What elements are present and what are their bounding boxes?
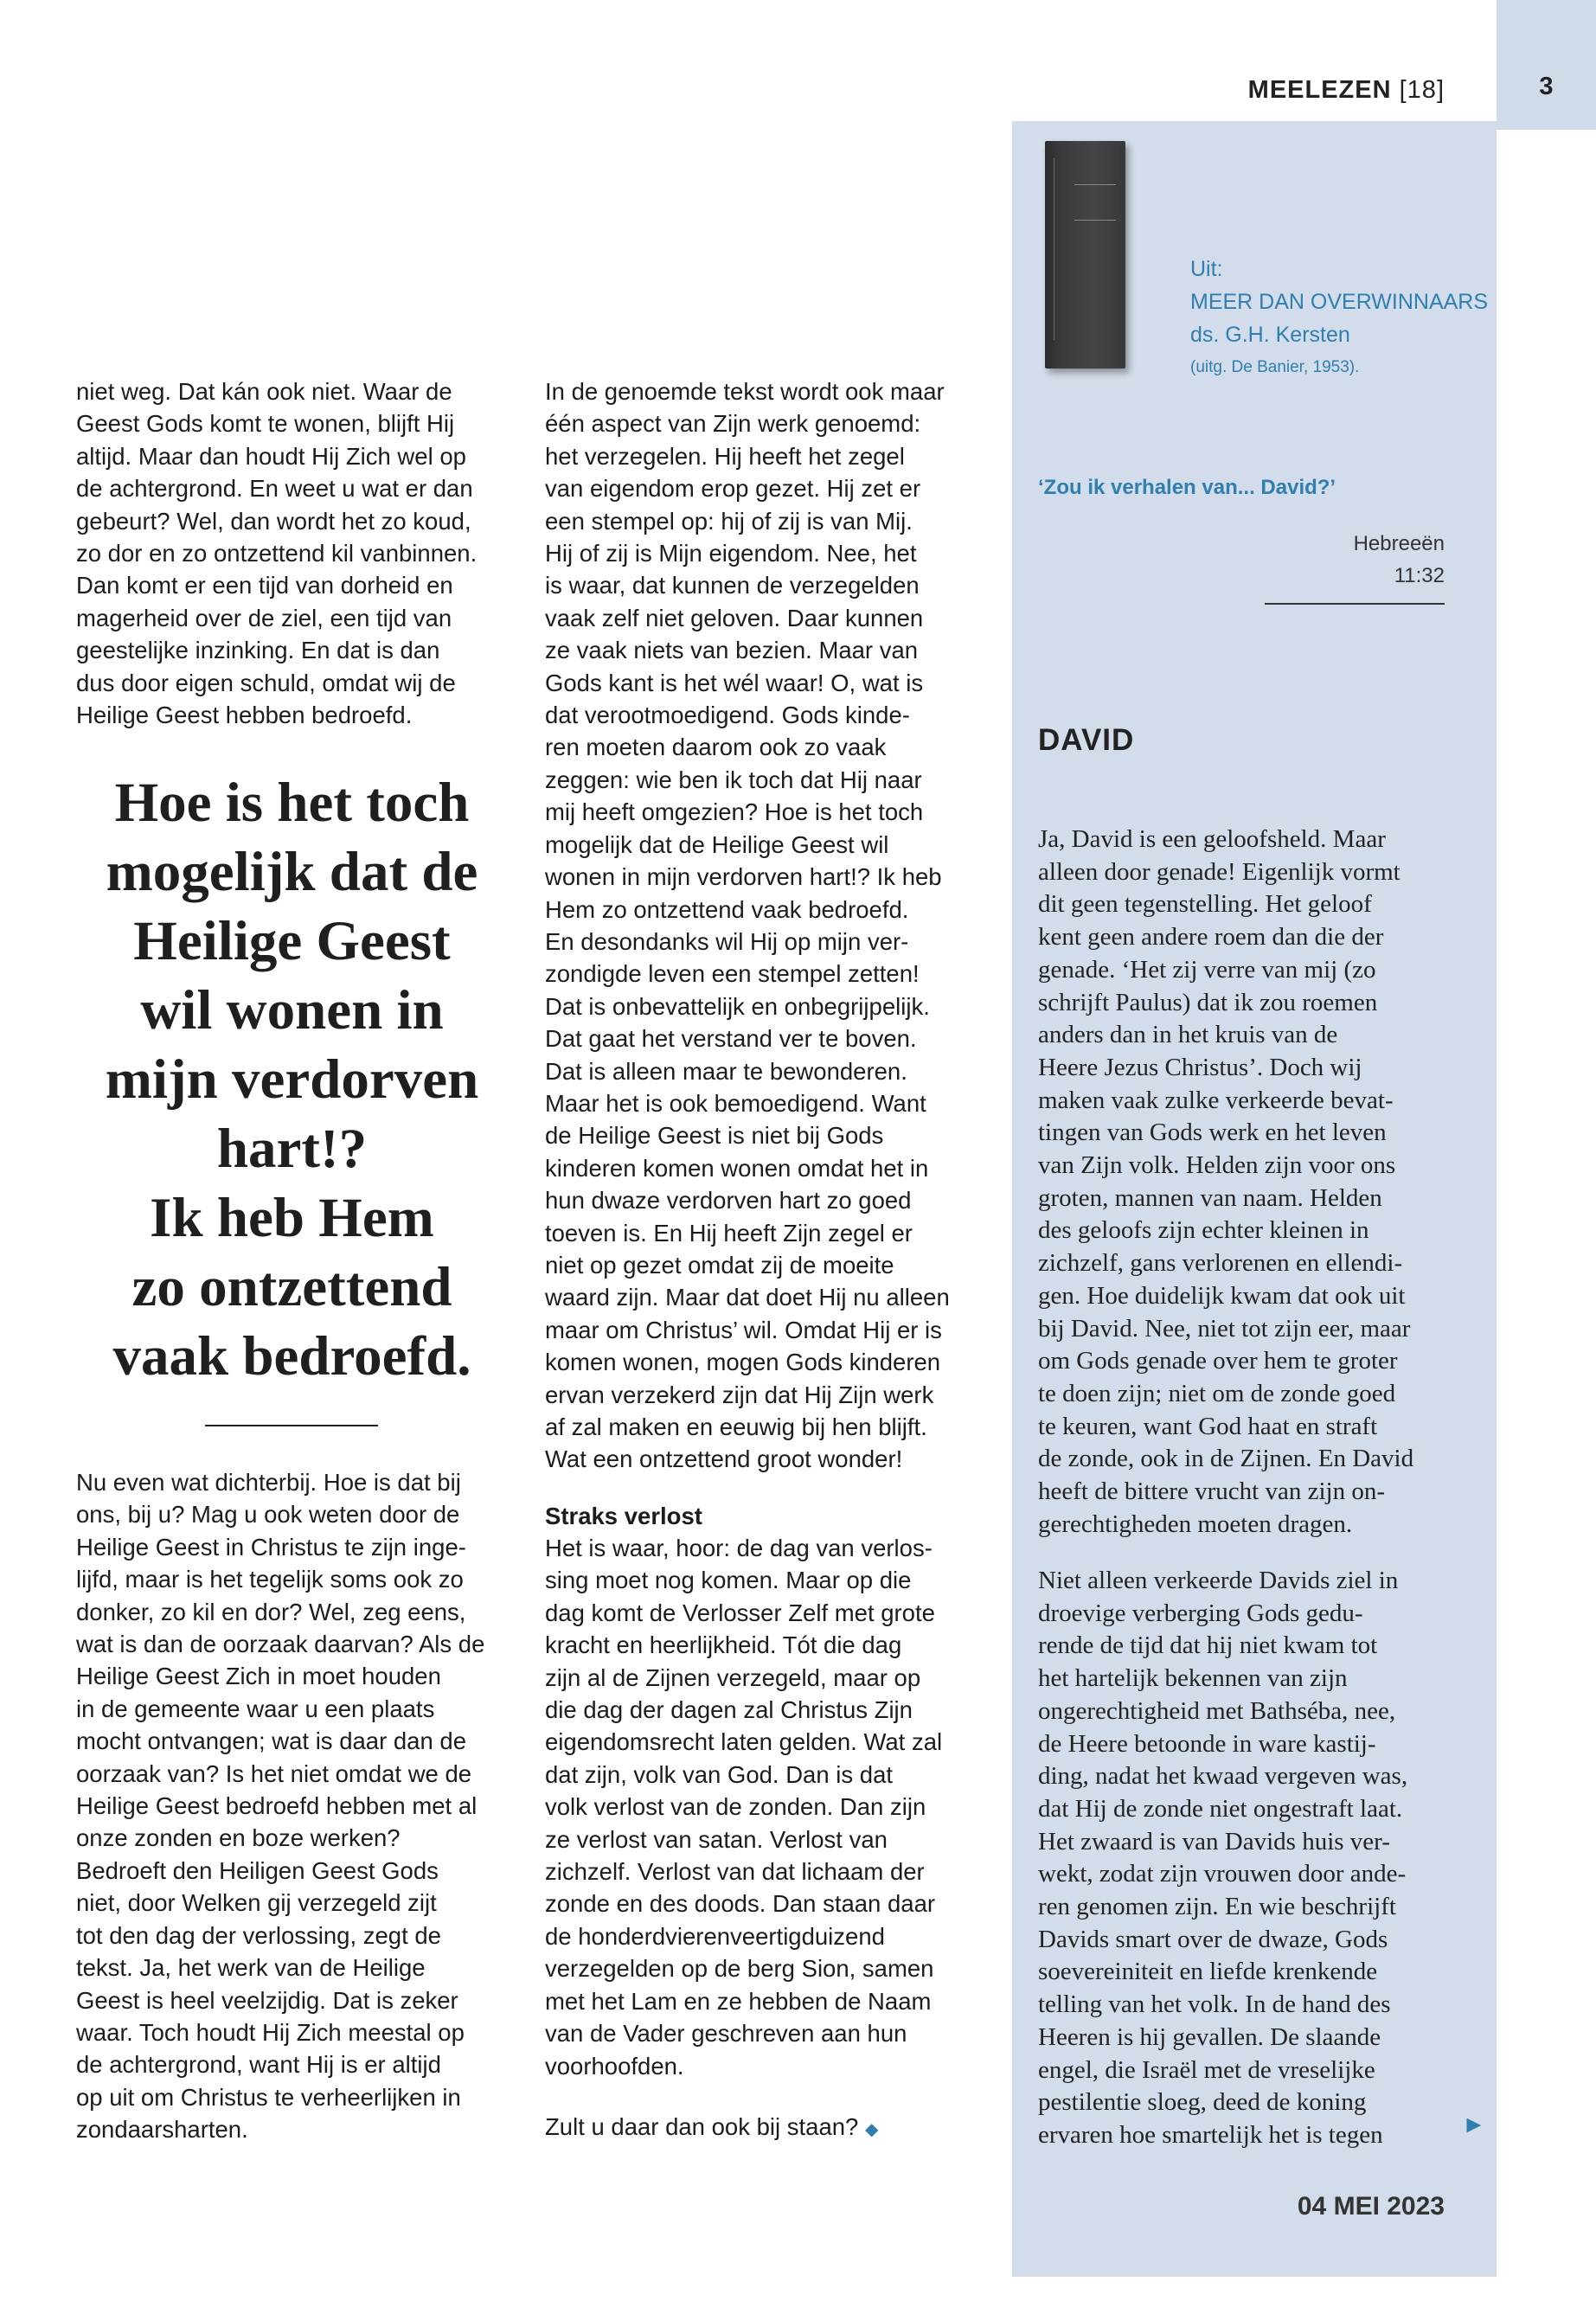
- sidebar-text-line: telling van het volk. In de hand des: [1038, 1990, 1391, 2019]
- text-line: verzegelden op de berg Sion, samen: [545, 1955, 934, 1983]
- text-line: niet op gezet omdat zij de moeite: [545, 1251, 894, 1279]
- text-line: zeggen: wie ben ik toch dat Hij naar: [545, 766, 922, 793]
- text-line: niet weg. Dat kán ook niet. Waar de: [76, 378, 452, 405]
- text-line: Dat is alleen maar te bewonderen.: [545, 1057, 907, 1085]
- text-line: een stempel op: hij of zij is van Mij.: [545, 507, 913, 535]
- text-line: wat is dan de oorzaak daarvan? Als de: [76, 1631, 485, 1658]
- sidebar-text-line: ding, nadat het kwaad vergeven was,: [1038, 1762, 1408, 1791]
- sidebar-text-line: gen. Hoe duidelijk kwam dat ook uit: [1038, 1281, 1406, 1310]
- text-line: volk verlost van de zonden. Dan zijn: [545, 1793, 926, 1821]
- closing-text: Zult u daar dan ook bij staan?: [545, 2113, 859, 2140]
- text-line: geestelijke inzinking. En dat is dan: [76, 637, 440, 664]
- text-line: kracht en heerlijkheid. Tót die dag: [545, 1631, 902, 1659]
- text-line: niet, door Welken gij verzegeld zijt: [76, 1889, 437, 1917]
- reference-divider: [1265, 603, 1445, 605]
- sidebar-text-line: de zonde, ook in de Zijnen. En David: [1038, 1445, 1414, 1473]
- sidebar-text-line: alleen door genade! Eigenlijk vormt: [1038, 857, 1401, 886]
- text-line: ze vaak niets van bezien. Maar van: [545, 637, 919, 664]
- pull-quote-line: Heilige Geest: [133, 910, 451, 972]
- end-mark-icon: ◆: [864, 2120, 879, 2139]
- text-line: onze zonden en boze werken?: [76, 1824, 401, 1852]
- sidebar-text-line: ongerechtigheid met Bathséba, nee,: [1038, 1696, 1396, 1725]
- text-line: voorhoofden.: [545, 2052, 684, 2080]
- source-label: Uit:: [1190, 257, 1223, 281]
- text-line: de achtergrond, want Hij is er altijd: [76, 2051, 441, 2079]
- text-line: En desondanks wil Hij op mijn ver-: [545, 927, 909, 955]
- column-1-top-text: [76, 375, 526, 731]
- sidebar-text-line: wekt, zodat zijn vrouwen door ande-: [1038, 1860, 1407, 1888]
- text-line: dag komt de Verlosser Zelf met grote: [545, 1599, 935, 1626]
- text-line: vaak zelf niet geloven. Daar kunnen: [545, 604, 924, 631]
- text-line: dus door eigen schuld, omdat wij de: [76, 669, 456, 696]
- sidebar-text-line: rende de tijd dat hij niet kwam tot: [1038, 1631, 1378, 1660]
- sidebar-section-title: DAVID: [1038, 723, 1135, 757]
- sidebar-text-line: Niet alleen verkeerde Davids ziel in: [1038, 1567, 1399, 1594]
- issue-date: 04 MEI 2023: [1297, 2192, 1445, 2221]
- sidebar-text-line: Heeren is hij gevallen. De slaande: [1038, 2022, 1381, 2051]
- text-line: af zal maken en eeuwig bij hen blijft.: [545, 1413, 927, 1440]
- sidebar-text-line: pestilentie sloeg, deed de koning: [1038, 2088, 1367, 2117]
- text-line: met het Lam en ze hebben de Naam: [545, 1987, 932, 2015]
- text-line: toeven is. En Hij heeft Zijn zegel er: [545, 1219, 913, 1247]
- section-name: MEELEZEN: [1247, 76, 1392, 104]
- text-line: zonde en des doods. Dan staan daar: [545, 1890, 936, 1918]
- text-line: Hem zo ontzettend vaak bedroefd.: [545, 895, 909, 923]
- text-line: oorzaak van? Is het niet omdat we de: [76, 1759, 472, 1787]
- text-line: van eigendom erop gezet. Hij zet er: [545, 475, 921, 503]
- text-line: Geest is heel veelzijdig. Dat is zeker: [76, 1986, 458, 2014]
- sidebar-text-line: zichzelf, gans verlorenen en ellendi-: [1038, 1249, 1403, 1278]
- text-line: het verzegelen. Hij heeft het zegel: [545, 442, 905, 470]
- pull-quote-line: Hoe is het toch: [114, 772, 470, 834]
- book-title: MEER DAN OVERWINNAARS: [1190, 290, 1489, 314]
- pull-quote-line: mogelijk dat de: [106, 841, 478, 903]
- reference-verse: 11:32: [1394, 564, 1445, 587]
- pull-quote: [69, 768, 515, 1391]
- book-spine: [1054, 158, 1063, 340]
- text-line: altijd. Maar dan houdt Hij Zich wel op: [76, 442, 466, 470]
- pull-quote-line: hart!?: [216, 1118, 368, 1180]
- sidebar-text-line: des geloofs zijn echter kleinen in: [1038, 1216, 1369, 1245]
- text-line: Dan komt er een tijd van dorheid en: [76, 572, 453, 599]
- pull-quote-line: wil wonen in: [140, 979, 444, 1042]
- text-line: Bedroeft den Heiligen Geest Gods: [76, 1856, 439, 1884]
- text-line: Gods kant is het wél waar! O, wat is: [545, 669, 924, 696]
- sidebar-text-line: soevereiniteit en liefde krenkende: [1038, 1958, 1378, 1986]
- text-line: dat zijn, volk van God. Dan is dat: [545, 1760, 894, 1788]
- sidebar-text-line: genade. ‘Het zij verre van mij (zo: [1038, 955, 1376, 984]
- text-line: waar. Toch houdt Hij Zich meestal op: [76, 2018, 465, 2046]
- pull-quote-line: mijn verdorven: [105, 1048, 479, 1111]
- text-line: Heilige Geest hebben bedroefd.: [76, 702, 413, 729]
- sidebar-text-line: dit geen tegenstelling. Het geloof: [1038, 890, 1372, 919]
- sidebar-text-line: om Gods genade over hem te groter: [1038, 1347, 1398, 1375]
- text-line: eigendomsrecht laten gelden. Wat zal: [545, 1728, 943, 1756]
- text-line: Dat is onbevattelijk en onbegrijpelijk.: [545, 992, 930, 1020]
- book-cover-title-lines: [1074, 184, 1116, 221]
- text-line: Hij of zij is Mijn eigendom. Nee, het: [545, 540, 917, 567]
- source-info: [1190, 253, 1488, 384]
- text-line: waard zijn. Maar dat doet Hij nu alleen: [545, 1284, 950, 1311]
- sidebar-text-line: tingen van Gods werk en het leven: [1038, 1118, 1387, 1147]
- text-line: In de genoemde tekst wordt ook maar: [545, 378, 945, 405]
- text-line: wonen in mijn verdorven hart!? Ik heb: [545, 863, 942, 891]
- sidebar-text-line: te keuren, want God haat en straft: [1038, 1412, 1378, 1440]
- column-1-bottom-text: [76, 1466, 526, 2146]
- sidebar-text-line: Het zwaard is van Davids huis ver-: [1038, 1827, 1390, 1856]
- sidebar-text-line: maken vaak zulke verkeerde bevat-: [1038, 1086, 1394, 1114]
- sidebar-text-line: Davids smart over de dwaze, Gods: [1038, 1925, 1388, 1953]
- sidebar-text-line: anders dan in het kruis van de: [1038, 1021, 1338, 1049]
- text-line: zondaarsharten.: [76, 2116, 248, 2144]
- book-publisher: (uitg. De Banier, 1953).: [1190, 358, 1360, 376]
- text-line: de honderdvierenveertigduizend: [545, 1922, 885, 1950]
- sidebar-text-line: heeft de bittere vrucht van zijn on-: [1038, 1477, 1386, 1506]
- text-line: Dat gaat het verstand ver te boven.: [545, 1025, 917, 1053]
- text-line: Maar het is ook bemoedigend. Want: [545, 1089, 926, 1117]
- issue-number: [18]: [1399, 76, 1445, 104]
- sidebar-paragraph-2: [1038, 1565, 1453, 2152]
- sidebar-text-line: van Zijn volk. Helden zijn voor ons: [1038, 1151, 1396, 1180]
- text-line: maar om Christus’ wil. Omdat Hij er is: [545, 1316, 942, 1343]
- text-line: de Heilige Geest is niet bij Gods: [545, 1122, 884, 1150]
- sidebar-text-line: gerechtigheden moeten dragen.: [1038, 1509, 1353, 1538]
- text-line: hun dwaze verdorven hart zo goed: [545, 1187, 912, 1215]
- sidebar-text-line: Heere Jezus Christus’. Doch wij: [1038, 1053, 1362, 1081]
- text-line: mij heeft omgezien? Hoe is het toch: [545, 798, 924, 826]
- text-line: lijfd, maar is het tegelijk soms ook zo: [76, 1566, 464, 1593]
- text-line: magerheid over de ziel, een tijd van: [76, 604, 452, 631]
- sidebar-text-line: te doen zijn; niet om de zonde goed: [1038, 1379, 1396, 1407]
- sidebar-text-line: groten, mannen van naam. Helden: [1038, 1183, 1382, 1212]
- text-line: ervan verzekerd zijn dat Hij Zijn werk: [545, 1381, 934, 1408]
- section-header: [1248, 76, 1445, 105]
- scripture-quote: ‘Zou ik verhalen van... David?’: [1038, 476, 1336, 499]
- text-line: zijn al de Zijnen verzegeld, maar op: [545, 1663, 921, 1691]
- text-line: zichzelf. Verlost van dat lichaam der: [545, 1858, 925, 1886]
- text-line: Het is waar, hoor: de dag van verlos-: [545, 1535, 933, 1561]
- text-line: Heilige Geest in Christus te zijn inge-: [76, 1533, 466, 1561]
- text-line: gebeurt? Wel, dan wordt het zo koud,: [76, 507, 471, 535]
- page-number-tab: [1497, 0, 1596, 130]
- reference-book: Hebreeën: [1353, 532, 1445, 555]
- sidebar-text-line: droevige verberging Gods gedu-: [1038, 1599, 1363, 1627]
- text-line: tekst. Ja, het werk van de Heilige: [76, 1954, 426, 1982]
- sidebar-text-line: dat Hij de zonde niet ongestraft laat.: [1038, 1794, 1403, 1823]
- text-line: sing moet nog komen. Maar op die: [545, 1567, 912, 1594]
- pull-quote-line: Ik heb Hem: [150, 1187, 434, 1249]
- pull-quote-line: vaak bedroefd.: [112, 1325, 471, 1388]
- sidebar-text-line: de Heere betoonde in ware kastij-: [1038, 1729, 1376, 1758]
- sidebar-text-line: het hartelijk bekennen van zijn: [1038, 1664, 1348, 1693]
- column-2-text: [545, 375, 995, 1476]
- continue-arrow-icon: ►: [1462, 2111, 1486, 2138]
- text-line: de achtergrond. En weet u wat er dan: [76, 475, 473, 503]
- pull-quote-line: zo ontzettend: [131, 1256, 452, 1318]
- sidebar-text-line: ren genomen zijn. En wie beschrijft: [1038, 1893, 1396, 1921]
- text-line: Heilige Geest Zich in moet houden: [76, 1663, 441, 1690]
- sidebar-text-line: bij David. Nee, niet tot zijn eer, maar: [1038, 1314, 1411, 1343]
- text-line: van de Vader geschreven aan hun: [545, 2020, 907, 2048]
- sidebar-text-line: kent geen andere roem dan die der: [1038, 923, 1384, 952]
- column-2-text-continued: [545, 1532, 995, 2082]
- text-line: ze verlost van satan. Verlost van: [545, 1825, 888, 1853]
- text-line: Geest Gods komt te wonen, blijft Hij: [76, 410, 455, 438]
- subheading-straks-verlost: Straks verlost: [545, 1503, 702, 1529]
- sidebar-paragraph-1: [1038, 824, 1453, 1541]
- text-line: Wat een ontzettend groot wonder!: [545, 1445, 903, 1473]
- scripture-reference: [1354, 528, 1445, 592]
- text-line: zondigde leven een stempel zetten!: [545, 960, 920, 988]
- text-line: in de gemeente waar u een plaats: [76, 1695, 435, 1722]
- sidebar-text-line: engel, die Israël met de vreselijke: [1038, 2055, 1375, 2084]
- sidebar-text-line: ervaren hoe smartelijk het is tegen: [1038, 2120, 1383, 2149]
- text-line: dat verootmoedigend. Gods kinde-: [545, 702, 910, 729]
- text-line: zo dor en zo ontzettend kil vanbinnen.: [76, 540, 478, 567]
- text-line: mogelijk dat de Heilige Geest wil: [545, 830, 889, 858]
- text-line: één aspect van Zijn werk genoemd:: [545, 410, 921, 438]
- text-line: ren moeten daarom ook zo vaak: [545, 734, 887, 761]
- text-line: donker, zo kil en dor? Wel, zeg eens,: [76, 1598, 466, 1625]
- text-line: die dag der dagen zal Christus Zijn: [545, 1696, 913, 1724]
- book-author: ds. G.H. Kersten: [1190, 323, 1350, 347]
- page-number: 3: [1539, 73, 1554, 100]
- pull-quote-divider: [205, 1425, 378, 1426]
- text-line: op uit om Christus te verheerlijken in: [76, 2083, 461, 2111]
- text-line: mocht ontvangen; wat is daar dan de: [76, 1727, 466, 1755]
- text-line: Heilige Geest bedroefd hebben met al: [76, 1792, 478, 1820]
- text-line: is waar, dat kunnen de verzegelden: [545, 572, 920, 599]
- book-cover-image: [1045, 141, 1125, 369]
- sidebar-text-line: schrijft Paulus) dat ik zou roemen: [1038, 988, 1378, 1016]
- sidebar-text-line: Ja, David is een geloofsheld. Maar: [1038, 825, 1386, 853]
- text-line: Nu even wat dichterbij. Hoe is dat bij: [76, 1469, 461, 1496]
- text-line: komen wonen, mogen Gods kinderen: [545, 1349, 941, 1376]
- text-line: tot den dag der verlossing, zegt de: [76, 1921, 441, 1949]
- closing-line: [545, 2111, 995, 2146]
- text-line: kinderen komen wonen omdat het in: [545, 1154, 929, 1182]
- text-line: ons, bij u? Mag u ook weten door de: [76, 1501, 460, 1529]
